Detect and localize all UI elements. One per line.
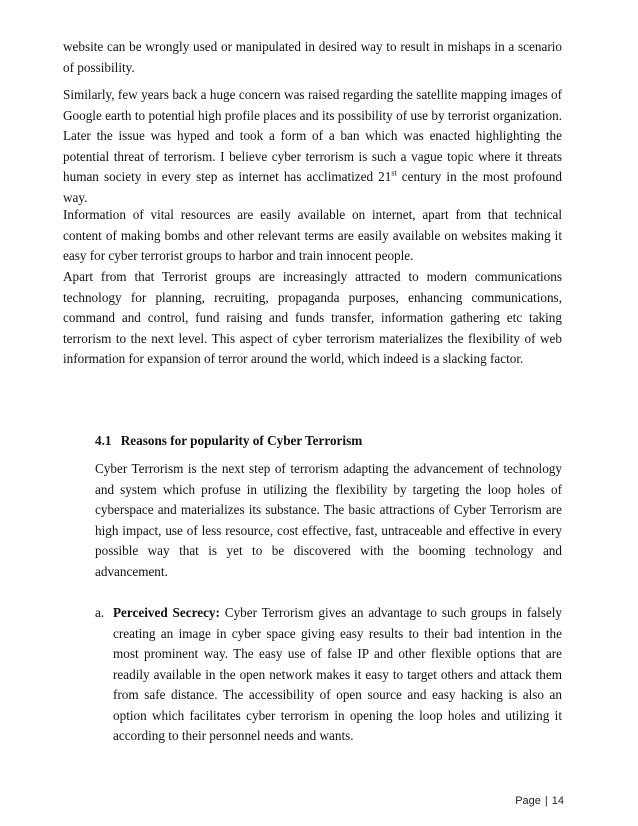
list-item [95, 603, 562, 747]
section-intro-paragraph: Cyber Terrorism is the next step of terrorism adapting the advancement of technology and system which profuse in utilizing the flexibility by targeting the loop holes of cyberspace and materializes its substance. The basic attractions of Cyber Terrorism are high impact, use of less resource, cost effective, fast, untraceable and effective in every possible way that is yet to be discovered with the booming technology and advancement. [95, 461, 562, 579]
superscript-st: st [391, 168, 397, 178]
list-item-term: Perceived Secrecy: [113, 605, 220, 620]
page-number: 14 [551, 795, 564, 807]
paragraph-google-earth-text: Similarly, few years back a huge concern was raised regarding the satellite mapping images of Google earth to potential high profile places and its possibility of use by terrorist organization. Later the issue was hyped and took a form of a ban which was enacted highlighting the potential threat of terrorism. I believe cyber terrorism is such a vague topic where it threats human society in every step as internet has acclimatized 21 [63, 87, 562, 184]
page-separator: | [544, 795, 548, 807]
section-number: 4.1 [95, 433, 112, 448]
paragraph-google-earth-end: century in the most profound way. [63, 169, 562, 205]
section-heading [95, 431, 362, 451]
list-marker: a. [95, 605, 105, 620]
paragraph-vital-resources: Information of vital resources are easily available on internet, apart from that technical content of making bombs and other relevant terms are easily available on websites making it easy for cyber terrorist groups to harbor and train innocent people. [63, 207, 562, 263]
paragraph-continuation: website can be wrongly used or manipulated in desired way to result in mishaps in a scenario of possibility. [63, 39, 562, 75]
paragraph-terrorist-groups: Apart from that Terrorist groups are increasingly attracted to modern communications technology for planning, recruiting, propaganda purposes, enhancing communications, command and control, fund raising and funds transfer, information gathering etc taking terrorism to the next level. This aspect of cyber terrorism materializes the flexibility of web information for expansion of terror around the world, which indeed is a slacking factor. [63, 269, 562, 366]
page-label: Page [515, 795, 541, 807]
list-item-body [113, 603, 562, 747]
list-item-text: Cyber Terrorism gives an advantage to such groups in falsely creating an image in cyber space giving easy results to their bad intention in the most prominent way. The easy use of false IP and other flexible options that are readily available in the open network makes it easy to target others and attack them from safe distance. The accessibility of open source and easy hacking is also an option which facilitates cyber terrorism in opening the loop holes and utilizing it according to their personnel needs and wants. [113, 605, 562, 743]
paragraph-google-earth [63, 85, 562, 208]
section-title: Reasons for popularity of Cyber Terrorism [120, 433, 363, 448]
page-footer [515, 795, 564, 807]
